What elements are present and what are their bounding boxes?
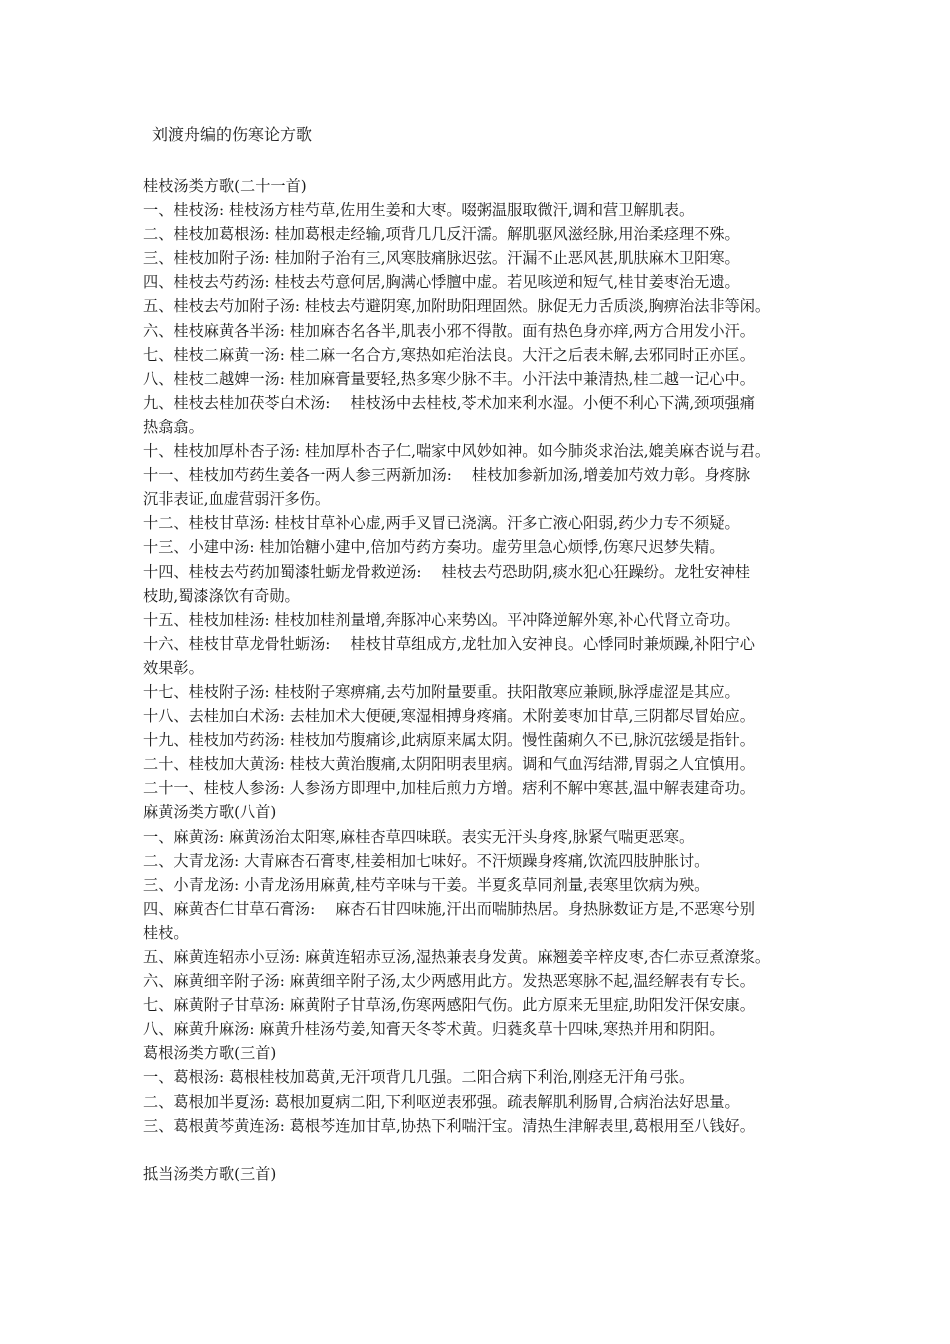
verse-line: 八、麻黄升麻汤: 麻黄升桂汤芍姜,知膏天冬苓术黄。归蕤炙草十四味,寒热并用和阴阳。 [143, 1020, 725, 1039]
document-body [143, 174, 833, 1186]
verse-line: 桂枝。 [143, 923, 189, 942]
section-spacer [143, 1138, 833, 1162]
verse-line: 热翕翕。 [143, 417, 204, 436]
verse-line: 效果彰。 [143, 658, 204, 677]
verse-line: 四、麻黄杏仁甘草石膏汤: 麻杏石甘四味施,汗出而喘肺热居。身热脉数证方是,不恶寒兮别 [143, 899, 755, 918]
verse-line: 沉非表证,血虚营弱汗多伤。 [143, 490, 331, 509]
document-title: 刘渡舟编的伤寒论方歌 [152, 125, 313, 144]
verse-line: 十一、桂枝加芍药生姜各一两人参三两新加汤: 桂枝加参新加汤,增姜加芍效力彰。身疼脉 [143, 466, 751, 485]
verse-line: 十、桂枝加厚朴杏子汤: 桂加厚朴杏子仁,喘家中风妙如神。如今肺炎求治法,媲美麻杏说与君。 [143, 442, 771, 461]
verse-line: 九、桂枝去桂加茯苓白术汤: 桂枝汤中去桂枝,苓术加来利水湿。小便不利心下满,颈项强痛 [143, 393, 755, 412]
verse-line: 一、桂枝汤: 桂枝汤方桂芍草,佐用生姜和大枣。啜粥温服取微汗,调和营卫解肌表。 [143, 201, 695, 220]
verse-line: 三、小青龙汤: 小青龙汤用麻黄,桂芍辛味与干姜。半夏炙草同剂量,表寒里饮病为殃。 [143, 875, 710, 894]
verse-line: 十六、桂枝甘草龙骨牡蛎汤: 桂枝甘草组成方,龙牡加入安神良。心悸同时兼烦躁,补阳宁心 [143, 634, 755, 653]
verse-line: 三、桂枝加附子汤: 桂加附子治有三,风寒肢痛脉迟弦。汗漏不止恶风甚,肌肤麻木卫阳寒。 [143, 249, 740, 268]
section-heading: 葛根汤类方歌(三首) [143, 1044, 277, 1063]
verse-line: 枝助,蜀漆涤饮有奇勋。 [143, 586, 300, 605]
verse-line: 十八、去桂加白术汤: 去桂加术大便硬,寒湿相搏身疼痛。术附姜枣加甘草,三阴都尽冒始应。 [143, 707, 755, 726]
section-heading: 桂枝汤类方歌(二十一首) [143, 177, 307, 195]
verse-line: 二、桂枝加葛根汤: 桂加葛根走经输,项背几几反汗濡。解肌驱风滋经脉,用治柔痉理不殊。 [143, 225, 740, 244]
verse-line: 二、葛根加半夏汤: 葛根加夏病二阳,下利呕逆表邪强。疏表解肌利肠胃,合病治法好思量。 [143, 1092, 740, 1111]
verse-line: 八、桂枝二越婢一汤: 桂加麻膏量要轻,热多寒少脉不丰。小汗法中兼清热,桂二越一记心中。 [143, 369, 755, 388]
verse-line: 十二、桂枝甘草汤: 桂枝甘草补心虚,两手叉冒已浇漓。汗多亡液心阳弱,药少力专不须疑。 [143, 514, 740, 533]
verse-line: 十五、桂枝加桂汤: 桂枝加桂剂量增,奔豚冲心来势凶。平冲降逆解外寒,补心代肾立奇功。 [143, 610, 740, 629]
verse-line: 二、大青龙汤: 大青麻杏石膏枣,桂姜相加七味好。不汗烦躁身疼痛,饮流四肢肿胀讨。 [143, 851, 710, 870]
section-heading: 抵当汤类方歌(三首) [143, 1164, 277, 1183]
verse-line: 六、麻黄细辛附子汤: 麻黄细辛附子汤,太少两感用此方。发热恶寒脉不起,温经解表有专长。 [143, 972, 755, 991]
verse-line: 十九、桂枝加芍药汤: 桂枝加芍腹痛诊,此病原来属太阴。慢性菌痢久不已,脉沉弦缓是指针。 [143, 731, 755, 750]
verse-line: 七、麻黄附子甘草汤: 麻黄附子甘草汤,伤寒两感阳气伤。此方原来无里症,助阳发汗保安康。 [143, 996, 755, 1015]
verse-line: 十七、桂枝附子汤: 桂枝附子寒痹痛,去芍加附量要重。扶阳散寒应兼顾,脉浮虚涩是其应。 [143, 682, 740, 701]
verse-line: 五、麻黄连轺赤小豆汤: 麻黄连轺赤豆汤,湿热兼表身发黄。麻翘姜辛梓皮枣,杏仁赤豆煮潦浆。 [143, 948, 771, 966]
verse-line: 二十一、桂枝人参汤: 人参汤方即理中,加桂后煎力方增。痞利不解中寒甚,温中解表建奇功。 [143, 779, 755, 798]
verse-line: 六、桂枝麻黄各半汤: 桂加麻杏名各半,肌表小邪不得散。面有热色身亦痒,两方合用发小汗。 [143, 321, 755, 340]
verse-line: 一、葛根汤: 葛根桂枝加葛黄,无汗项背几几强。二阳合病下利治,刚痉无汗角弓张。 [143, 1068, 695, 1087]
verse-line: 一、麻黄汤: 麻黄汤治太阳寒,麻桂杏草四味联。表实无汗头身疼,脉紧气喘更恶寒。 [143, 827, 695, 846]
verse-line: 五、桂枝去芍加附子汤: 桂枝去芍避阴寒,加附助阳理固然。脉促无力舌质淡,胸痹治法非等闲。 [143, 297, 771, 316]
verse-line: 二十、桂枝加大黄汤: 桂枝大黄治腹痛,太阴阳明表里病。调和气血泻结滞,胃弱之人宜慎用。 [143, 755, 755, 774]
verse-line: 三、葛根黄芩黄连汤: 葛根芩连加甘草,协热下利喘汗宝。清热生津解表里,葛根用至八钱好。 [143, 1116, 755, 1135]
verse-line: 十三、小建中汤: 桂加饴糖小建中,倍加芍药方奏功。虚劳里急心烦悸,伤寒尺迟梦失精。 [143, 538, 725, 557]
section-heading: 麻黄汤类方歌(八首) [143, 803, 277, 822]
verse-line: 四、桂枝去芍药汤: 桂枝去芍意何居,胸满心悸膻中虚。若见咳逆和短气,桂甘姜枣治无遗。 [143, 273, 740, 292]
verse-line: 十四、桂枝去芍药加蜀漆牡蛎龙骨救逆汤: 桂枝去芍恐助阴,痰水犯心狂躁纷。龙牡安神桂 [143, 562, 751, 581]
verse-line: 七、桂枝二麻黄一汤: 桂二麻一名合方,寒热如疟治法良。大汗之后表未解,去邪同时正亦匡。 [143, 345, 755, 364]
